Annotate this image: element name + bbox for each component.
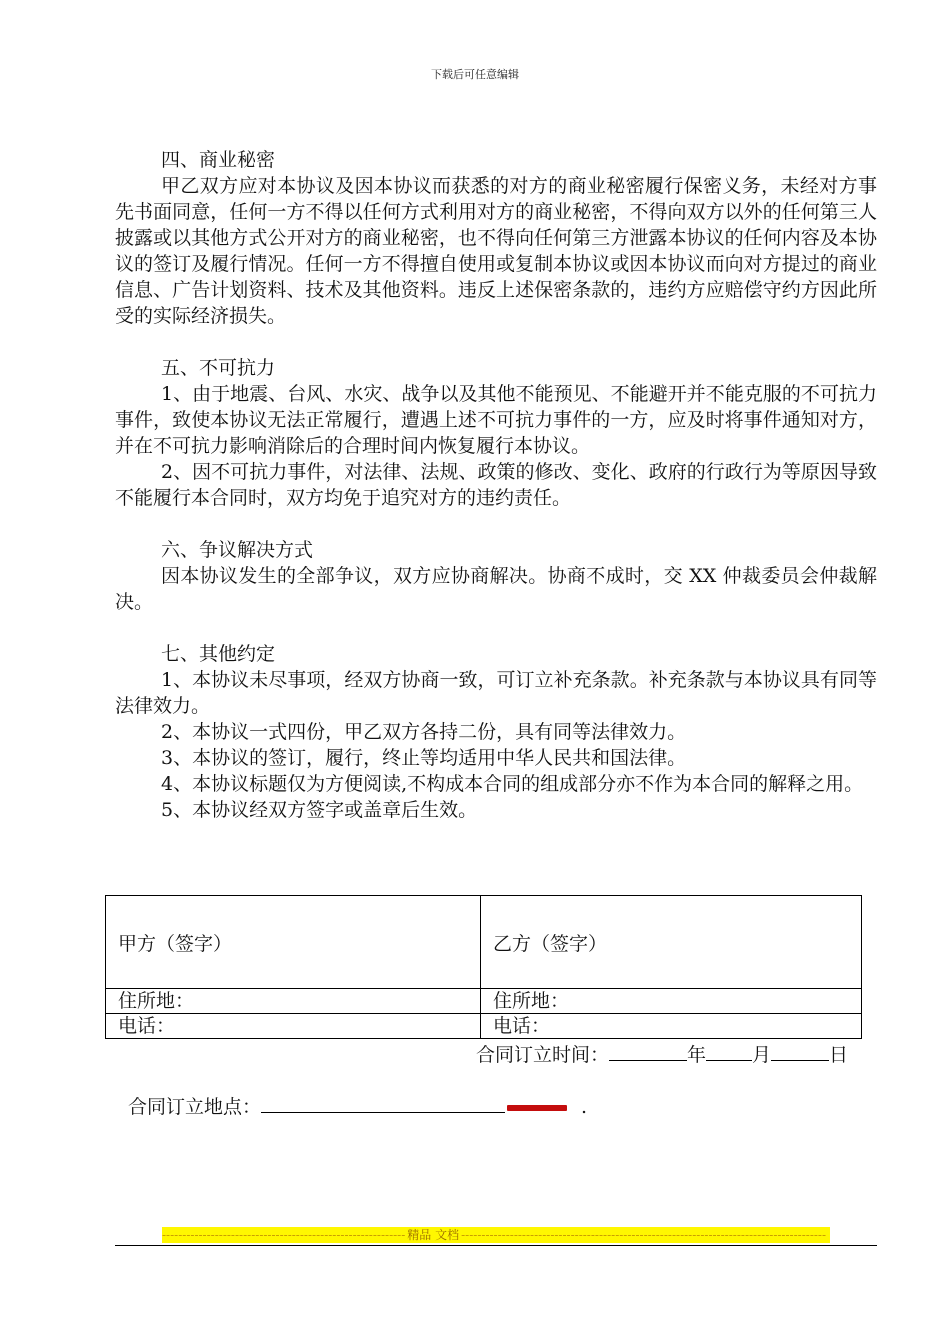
month-blank[interactable] bbox=[706, 1040, 752, 1061]
party-a-phone-cell[interactable]: 电话： bbox=[106, 1014, 481, 1039]
red-mark-icon bbox=[507, 1105, 567, 1111]
section-4-paragraph: 甲乙双方应对本协议及因本协议而获悉的对方的商业秘密履行保密义务，未经对方事先书面同意，任何一方不得以任何方式利用对方的商业秘密，不得向双方以外的任何第三人披露或以其他方式公开对方的商业秘密，也不得向任何第三方泄露本协议的任何内容及本协议的签订及履行情况。任何一方不得擅自使用或复制本协议或因本协议而向对方提过的商业信息、广告计划资料、技术及其他资料。违反上述保密条款的，违约方应赔偿守约方因此所受的实际经济损失。 bbox=[115, 175, 877, 327]
footer-text: 精品 文档 bbox=[407, 1228, 460, 1242]
footer-band bbox=[162, 1227, 830, 1243]
section-7-item-4: 4、本协议标题仅为方便阅读,不构成本合同的组成部分亦不作为本合同的解释之用。 bbox=[161, 773, 864, 795]
party-a-signature-cell[interactable]: 甲方（签字） bbox=[106, 896, 481, 989]
place-label: 合同订立地点： bbox=[128, 1096, 262, 1118]
section-4-title: 四、商业秘密 bbox=[161, 149, 276, 171]
party-a-address-cell[interactable]: 住所地： bbox=[106, 989, 481, 1014]
contract-place-line bbox=[128, 1092, 587, 1119]
section-5-paragraph-2: 2、因不可抗力事件，对法律、法规、政策的修改、变化、政府的行政行为等原因导致不能履行本合同时，双方均免于追究对方的违约责任。 bbox=[115, 461, 877, 509]
year-label: 年 bbox=[687, 1044, 707, 1066]
place-blank[interactable] bbox=[261, 1092, 505, 1113]
section-7-item-1: 1、本协议未尽事项，经双方协商一致，可订立补充条款。补充条款与本协议具有同等法律效力。 bbox=[115, 669, 877, 717]
section-6-title: 六、争议解决方式 bbox=[161, 539, 314, 561]
day-label: 日 bbox=[829, 1044, 849, 1066]
footer-divider bbox=[115, 1245, 877, 1246]
party-b-signature-cell[interactable]: 乙方（签字） bbox=[481, 896, 862, 989]
date-label: 合同订立时间： bbox=[476, 1044, 610, 1066]
header-note: 下载后可任意编辑 bbox=[431, 68, 519, 81]
party-b-address-cell[interactable]: 住所地： bbox=[481, 989, 862, 1014]
section-5-paragraph-1: 1、由于地震、台风、水灾、战争以及其他不能预见、不能避开并不能克服的不可抗力事件，致使本协议无法正常履行，遭遇上述不可抗力事件的一方，应及时将事件通知对方，并在不可抗力影响消除后的合理时间内恢复履行本协议。 bbox=[115, 383, 877, 457]
footer-dashes-left: ------------------------------------------------------------ bbox=[162, 1228, 406, 1242]
section-5-title: 五、不可抗力 bbox=[161, 357, 276, 379]
section-7-title: 七、其他约定 bbox=[161, 643, 276, 665]
footer-dashes-right: ------------------------------------------------------------------------------------------ bbox=[461, 1228, 827, 1242]
signature-table bbox=[105, 895, 862, 1039]
year-blank[interactable] bbox=[609, 1040, 687, 1061]
section-6-paragraph: 因本协议发生的全部争议，双方应协商解决。协商不成时，交 XX 仲裁委员会仲裁解决。 bbox=[115, 565, 877, 613]
section-7-item-5: 5、本协议经双方签字或盖章后生效。 bbox=[161, 799, 478, 821]
month-label: 月 bbox=[752, 1044, 772, 1066]
contract-body bbox=[115, 147, 877, 823]
place-end-mark: . bbox=[581, 1096, 588, 1118]
party-b-phone-cell[interactable]: 电话： bbox=[481, 1014, 862, 1039]
contract-date-line bbox=[476, 1040, 848, 1067]
section-7-item-2: 2、本协议一式四份，甲乙双方各持二份，具有同等法律效力。 bbox=[161, 721, 687, 743]
day-blank[interactable] bbox=[771, 1040, 829, 1061]
section-7-item-3: 3、本协议的签订，履行，终止等均适用中华人民共和国法律。 bbox=[161, 747, 687, 769]
